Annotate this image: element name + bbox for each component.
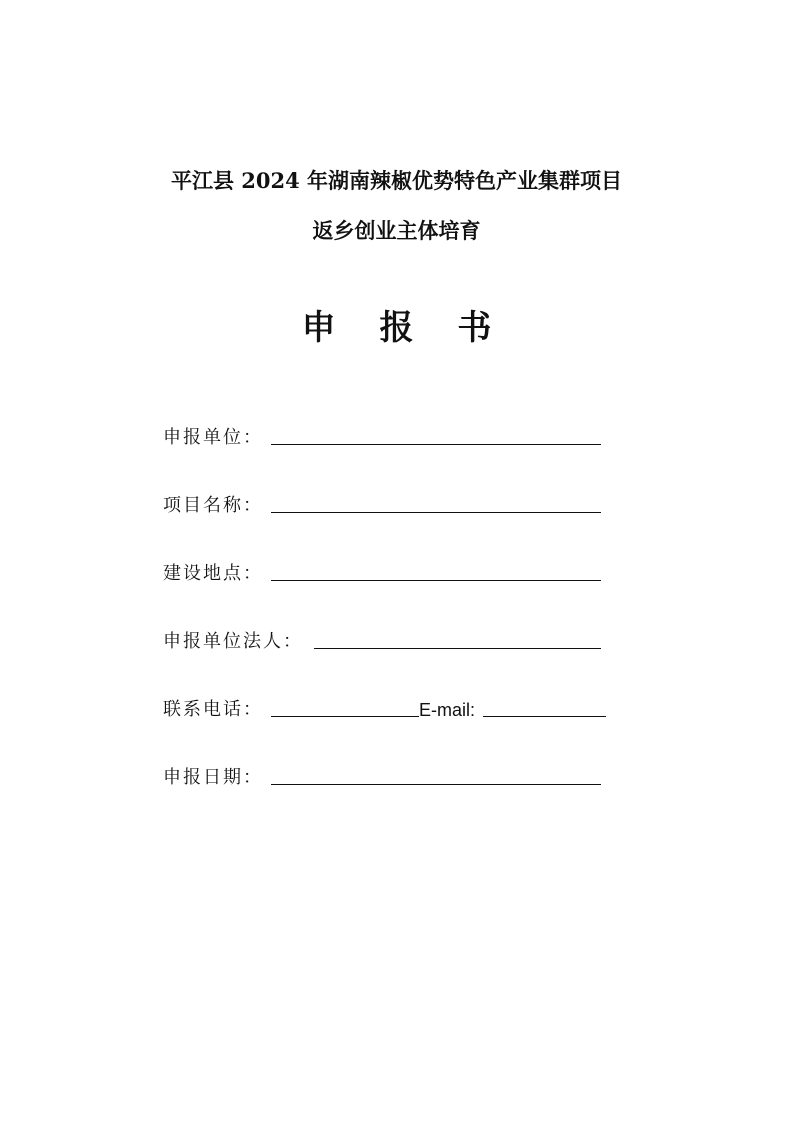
input-line-project-name[interactable] [271, 492, 601, 513]
input-line-email[interactable] [483, 696, 606, 717]
input-line-phone[interactable] [271, 696, 419, 717]
field-label-legal-representative: 申报单位法人： [163, 631, 303, 652]
input-line-legal-representative[interactable] [314, 628, 601, 649]
field-legal-representative [163, 628, 603, 656]
field-application-date [163, 764, 603, 792]
field-project-name [163, 492, 603, 520]
input-line-applicant-unit[interactable] [271, 424, 601, 445]
field-label-email: E-mail: [419, 700, 476, 720]
field-label-construction-site: 建设地点： [163, 563, 263, 584]
main-title-char-1: 申 [301, 308, 336, 348]
main-title [0, 307, 793, 349]
field-label-project-name: 项目名称： [163, 495, 263, 516]
field-applicant-unit [163, 424, 603, 452]
document-title-line-2: 返乡创业主体培育 [312, 218, 481, 243]
input-line-application-date[interactable] [271, 764, 601, 785]
field-label-phone: 联系电话： [163, 699, 263, 720]
field-construction-site [163, 560, 603, 588]
document-title-line-1: 平江县 2024 年湖南辣椒优势特色产业集群项目 [170, 168, 623, 193]
field-label-applicant-unit: 申报单位： [163, 427, 263, 448]
main-title-char-2: 报 [379, 308, 414, 348]
field-label-application-date: 申报日期： [163, 767, 263, 788]
main-title-char-3: 书 [457, 308, 492, 348]
input-line-construction-site[interactable] [271, 560, 601, 581]
field-contact [163, 696, 608, 724]
